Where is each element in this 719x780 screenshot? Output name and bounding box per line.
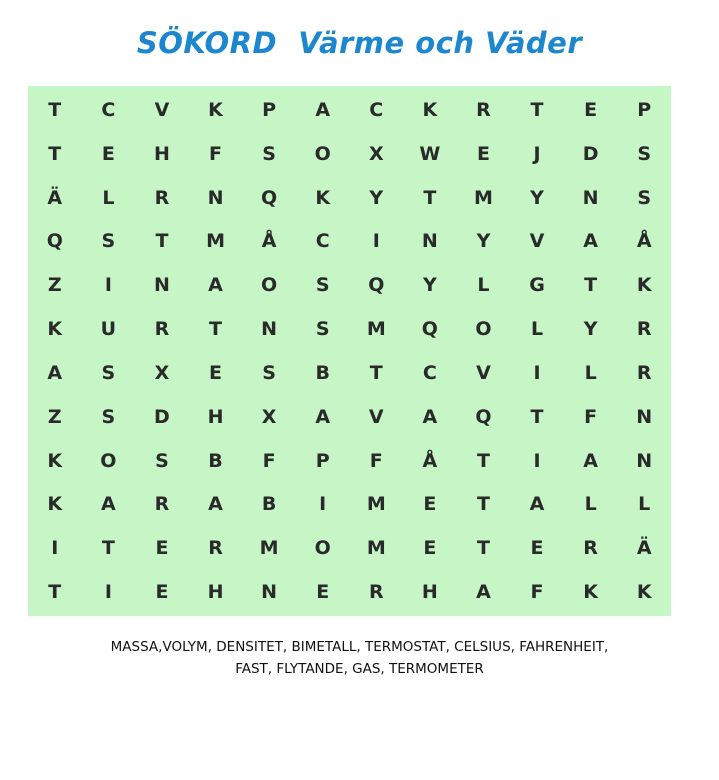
grid-cell[interactable]: K xyxy=(583,581,598,604)
grid-cell[interactable]: T xyxy=(530,98,544,121)
grid-cell[interactable]: S xyxy=(315,318,330,341)
grid-cell[interactable]: T xyxy=(423,186,437,209)
grid-cell[interactable]: E xyxy=(101,142,115,165)
grid-cell[interactable]: M xyxy=(366,537,386,560)
grid-cell[interactable]: Y xyxy=(530,186,544,209)
grid-cell[interactable]: V xyxy=(529,230,545,253)
grid-cell[interactable]: T xyxy=(101,537,115,560)
grid-cell[interactable]: T xyxy=(584,274,598,297)
grid-cell[interactable]: R xyxy=(476,98,491,121)
grid-cell[interactable]: K xyxy=(315,186,331,209)
grid-cell[interactable]: N xyxy=(636,449,653,472)
grid-cell[interactable]: V xyxy=(476,361,491,384)
grid-cell[interactable]: T xyxy=(530,405,544,428)
grid-cell[interactable]: S xyxy=(101,230,116,253)
grid-cell[interactable]: J xyxy=(533,142,541,165)
grid-cell[interactable]: A xyxy=(583,230,598,253)
grid-cell[interactable]: I xyxy=(104,274,112,297)
word-list-line-1: MASSA,VOLYM, DENSITET, BIMETALL, TERMOSTAT, CELSIUS, FAHRENHEIT, xyxy=(110,639,609,655)
grid-cell[interactable]: F xyxy=(262,449,276,472)
grid-cell[interactable]: Z xyxy=(47,405,62,428)
grid-cell[interactable]: Å xyxy=(422,449,438,472)
word-list-line-2: FAST, FLYTANDE, GAS, TERMOMETER xyxy=(235,661,484,677)
grid-cell[interactable]: N xyxy=(207,186,224,209)
grid-cell[interactable]: Y xyxy=(422,274,437,297)
grid-cell[interactable]: L xyxy=(530,318,544,341)
grid-cell[interactable]: I xyxy=(319,493,327,516)
grid-cell[interactable]: T xyxy=(476,537,490,560)
grid-cell[interactable]: T xyxy=(476,493,490,516)
grid-cell[interactable]: F xyxy=(530,581,544,604)
grid-cell[interactable]: Q xyxy=(421,318,438,341)
grid-cell[interactable]: F xyxy=(584,405,598,428)
grid-cell[interactable]: K xyxy=(47,493,63,516)
grid-cell[interactable]: I xyxy=(104,581,112,604)
grid-cell[interactable]: M xyxy=(206,230,225,253)
grid-cell[interactable]: S xyxy=(262,361,276,384)
grid-cell[interactable]: N xyxy=(261,581,278,604)
grid-cell[interactable]: Q xyxy=(475,405,492,428)
grid-cell[interactable]: N xyxy=(421,230,438,253)
grid-cell[interactable]: I xyxy=(533,361,541,384)
grid-cell[interactable]: S xyxy=(262,142,276,165)
grid-cell[interactable]: B xyxy=(208,449,223,472)
grid-cell[interactable]: X xyxy=(154,361,170,384)
grid-cell[interactable]: L xyxy=(102,186,115,209)
word-list xyxy=(0,636,719,680)
grid-cell[interactable]: H xyxy=(207,581,224,604)
grid-cell[interactable]: Ä xyxy=(47,186,63,209)
grid-cell[interactable]: E xyxy=(584,98,598,121)
grid-cell[interactable]: T xyxy=(369,361,383,384)
grid-cell[interactable]: M xyxy=(366,493,386,516)
word-search-grid xyxy=(28,86,671,616)
grid-cell[interactable]: E xyxy=(423,493,437,516)
grid-cell[interactable]: R xyxy=(636,318,652,341)
grid-cell[interactable]: A xyxy=(422,405,438,428)
grid-cell[interactable]: A xyxy=(529,493,545,516)
grid-cell[interactable]: S xyxy=(637,186,652,209)
grid-cell[interactable]: E xyxy=(209,361,223,384)
grid-cell[interactable]: A xyxy=(315,405,331,428)
grid-cell[interactable]: S xyxy=(101,361,116,384)
grid-cell[interactable]: I xyxy=(51,537,59,560)
grid-cell[interactable]: E xyxy=(155,581,169,604)
grid-cell[interactable]: Å xyxy=(261,230,277,253)
grid-cell[interactable]: D xyxy=(582,142,599,165)
grid-cell[interactable]: R xyxy=(208,537,223,560)
grid-cell[interactable]: Q xyxy=(368,274,385,297)
grid-cell[interactable]: M xyxy=(366,318,386,341)
grid-cell[interactable]: X xyxy=(261,405,277,428)
grid-cell[interactable]: E xyxy=(476,142,490,165)
grid-cell[interactable]: Ä xyxy=(636,537,652,560)
grid-cell[interactable]: L xyxy=(584,361,597,384)
grid-cell[interactable]: M xyxy=(473,186,493,209)
grid-cell[interactable]: L xyxy=(638,493,651,516)
grid-cell[interactable]: Y xyxy=(369,186,384,209)
grid-cell[interactable]: O xyxy=(314,537,331,560)
grid-cell[interactable]: V xyxy=(154,98,170,121)
grid-cell[interactable]: K xyxy=(47,449,63,472)
grid-cell[interactable]: S xyxy=(315,274,330,297)
grid-cell[interactable]: C xyxy=(422,361,437,384)
grid-cell[interactable]: T xyxy=(48,581,62,604)
grid-cell[interactable]: Q xyxy=(261,186,278,209)
grid-cell[interactable]: T xyxy=(476,449,490,472)
grid-cell[interactable]: G xyxy=(529,274,545,297)
grid-cell[interactable]: K xyxy=(422,98,438,121)
grid-cell[interactable]: E xyxy=(155,537,169,560)
grid-cell[interactable]: L xyxy=(477,274,490,297)
grid-cell[interactable]: M xyxy=(259,537,279,560)
grid-cell[interactable]: A xyxy=(208,493,223,516)
grid-cell[interactable]: E xyxy=(316,581,330,604)
grid-cell[interactable]: Y xyxy=(583,318,598,341)
grid-cell[interactable]: N xyxy=(153,274,170,297)
grid-cell[interactable]: Å xyxy=(636,230,652,253)
grid-cell[interactable]: N xyxy=(261,318,278,341)
grid-cell[interactable]: B xyxy=(315,361,330,384)
grid-cell[interactable]: T xyxy=(48,98,62,121)
grid-cell[interactable]: V xyxy=(368,405,384,428)
grid-cell[interactable]: H xyxy=(207,405,224,428)
grid-cell[interactable]: C xyxy=(369,98,384,121)
grid-cell[interactable]: H xyxy=(153,142,170,165)
grid-cell[interactable]: F xyxy=(369,449,383,472)
grid-cell[interactable]: X xyxy=(368,142,384,165)
grid-cell[interactable]: R xyxy=(154,318,170,341)
grid-cell[interactable]: P xyxy=(262,98,277,121)
grid-cell[interactable]: E xyxy=(530,537,544,560)
grid-cell[interactable]: N xyxy=(582,186,599,209)
grid-cell[interactable]: S xyxy=(637,142,652,165)
grid-cell[interactable]: R xyxy=(583,537,598,560)
grid-cell[interactable]: R xyxy=(636,361,652,384)
grid-cell[interactable]: B xyxy=(261,493,277,516)
grid-cell[interactable]: F xyxy=(209,142,223,165)
grid-cell[interactable]: T xyxy=(48,142,62,165)
grid-cell[interactable]: P xyxy=(637,98,652,121)
grid-cell[interactable]: Y xyxy=(476,230,491,253)
grid-cell[interactable]: R xyxy=(368,581,384,604)
grid-cell[interactable]: R xyxy=(154,493,170,516)
grid-cell[interactable]: O xyxy=(314,142,331,165)
grid-cell[interactable]: L xyxy=(584,493,597,516)
grid-cell[interactable]: C xyxy=(315,230,330,253)
grid-cell[interactable]: D xyxy=(154,405,170,428)
grid-cell[interactable]: C xyxy=(101,98,116,121)
grid-cell[interactable]: O xyxy=(100,449,117,472)
grid-cell[interactable]: O xyxy=(261,274,278,297)
grid-cell[interactable]: Z xyxy=(47,274,62,297)
grid-cell[interactable]: K xyxy=(47,318,63,341)
grid-cell[interactable]: I xyxy=(533,449,541,472)
grid-cell[interactable]: K xyxy=(636,581,652,604)
grid-cell[interactable]: T xyxy=(209,318,223,341)
grid-cell[interactable]: S xyxy=(155,449,169,472)
grid-cell[interactable]: T xyxy=(155,230,169,253)
grid-cell[interactable]: A xyxy=(101,493,116,516)
grid-cell[interactable]: A xyxy=(208,274,223,297)
grid-cell[interactable]: A xyxy=(315,98,331,121)
grid-cell[interactable]: P xyxy=(315,449,330,472)
grid-cell[interactable]: U xyxy=(100,318,117,341)
grid-cell[interactable]: A xyxy=(476,581,491,604)
grid-cell[interactable]: O xyxy=(475,318,492,341)
grid-cell[interactable]: E xyxy=(423,537,437,560)
grid-cell[interactable]: W xyxy=(419,142,441,165)
grid-cell[interactable]: H xyxy=(421,581,438,604)
grid-cell[interactable]: R xyxy=(154,186,170,209)
grid-cell[interactable]: I xyxy=(372,230,380,253)
grid-cell[interactable]: S xyxy=(101,405,116,428)
grid-cell[interactable]: Q xyxy=(46,230,63,253)
grid-cell[interactable]: A xyxy=(583,449,598,472)
page-title: SÖKORD Värme och Väder xyxy=(136,26,583,60)
grid-cell[interactable]: N xyxy=(636,405,653,428)
grid-cell[interactable]: K xyxy=(208,98,223,121)
grid-cell[interactable]: K xyxy=(636,274,652,297)
grid-cell[interactable]: A xyxy=(47,361,63,384)
